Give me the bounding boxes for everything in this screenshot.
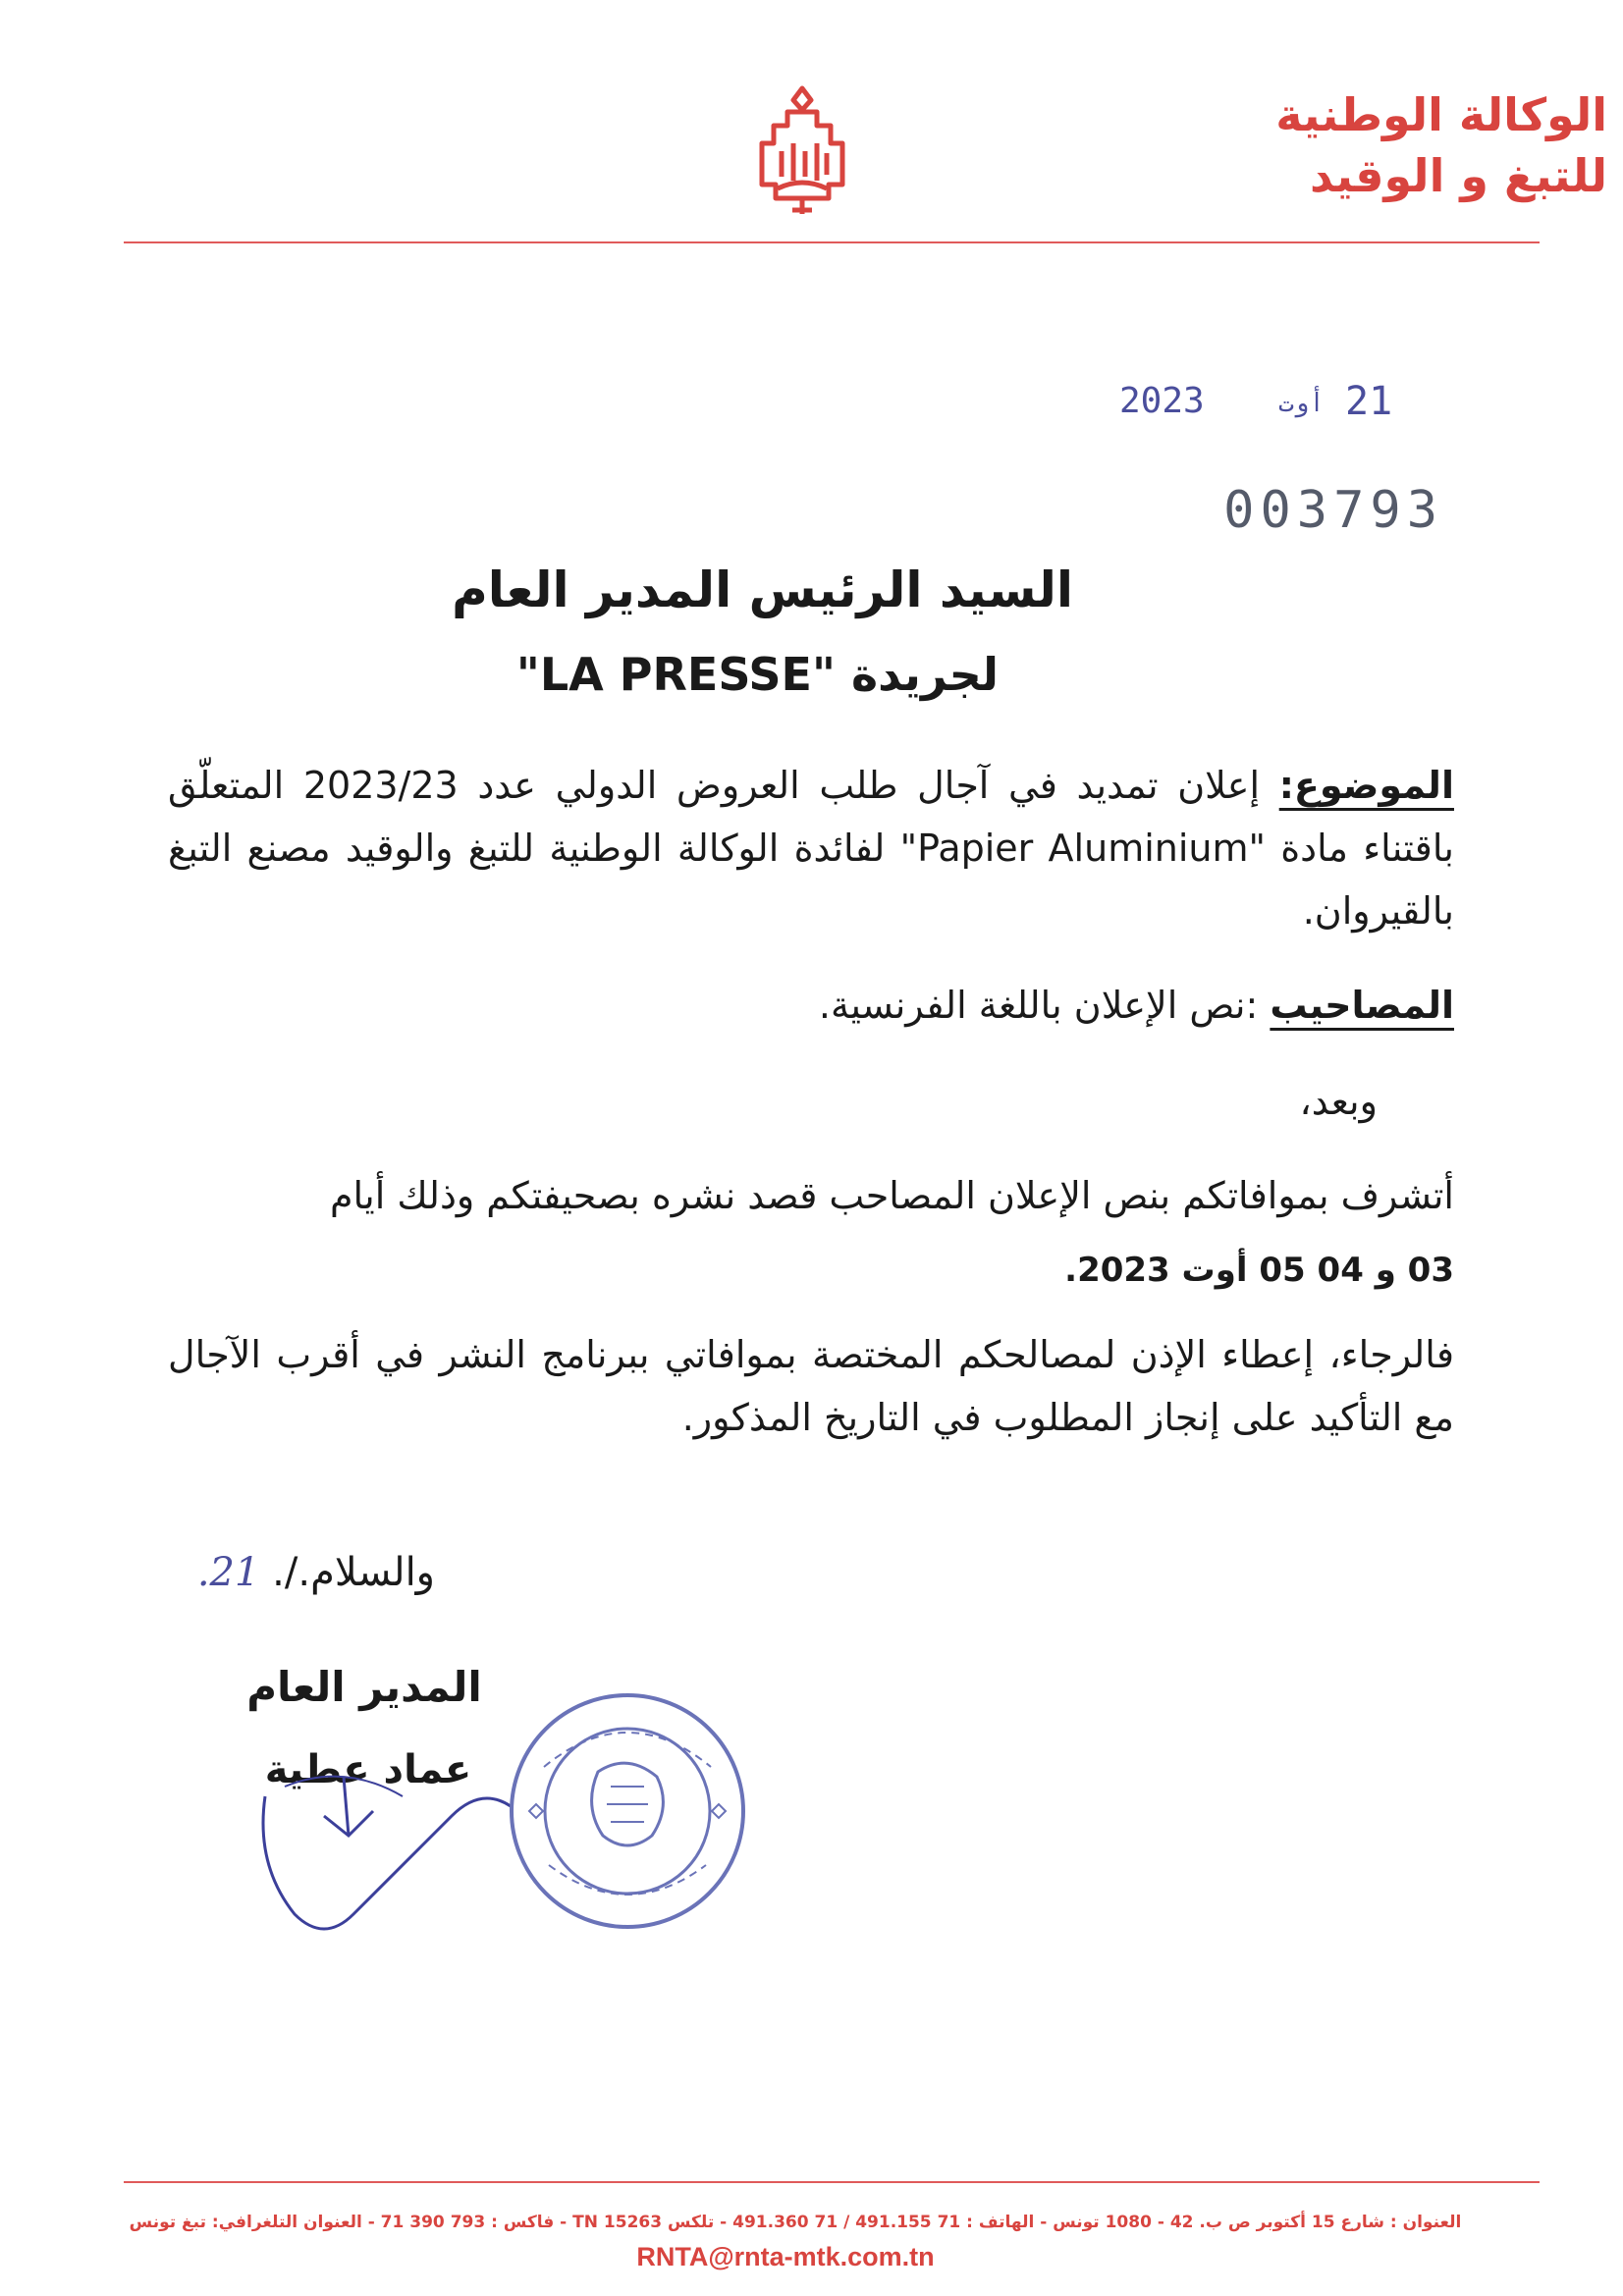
enclosure-paragraph (168, 974, 1454, 1037)
agency-calligraphy-logo-icon (748, 82, 856, 220)
date-month: أوت (1278, 389, 1325, 418)
handwritten-annotation: 21. (196, 1550, 260, 1595)
footer-email: RNTA@rnta-mtk.com.tn (636, 2242, 935, 2271)
signatory-name: عماد عطية (264, 1747, 472, 1792)
organization-name-line2: للتبغ و الوقيد (1310, 149, 1607, 202)
signatory-title: المدير العام (246, 1663, 482, 1711)
greeting: وبعد، (1299, 1080, 1378, 1123)
subject-label: الموضوع: (1278, 764, 1454, 807)
footer-address: العنوان : شارع 15 أكتوبر ص ب. 42 - 1080 تونس - الهاتف : 71 491.155 / 71 491.360 - تلكس 15263 TN - فاكس : 793 390 71 - العنوان التلغرافي: تبغ تونس (129, 2213, 1462, 2232)
subject-paragraph (168, 754, 1454, 942)
body-paragraph-1: أتشرف بموافاتكم بنص الإعلان المصاحب قصد نشره بصحيفتكم وذلك أيام (330, 1174, 1454, 1217)
date-year: 2023 (1119, 381, 1205, 421)
enclosure-text: :نص الإعلان باللغة الفرنسية. (818, 984, 1259, 1027)
handwritten-signature-icon (255, 1757, 530, 1953)
official-seal-icon (505, 1688, 750, 1934)
addressee-newspaper: لجريدة "LA PRESSE" (515, 648, 999, 701)
addressee-title: السيد الرئيس المدير العام (452, 561, 1073, 618)
organization-name (1057, 84, 1607, 206)
publication-dates: 03 و 04 05 أوت 2023. (1064, 1251, 1454, 1290)
body-paragraph-2: فالرجاء، إعطاء الإذن لمصالحكم المختصة بموافاتي ببرنامج النشر في أقرب الآجال مع التأكيد على إنجاز المطلوب في التاريخ المذكور. (168, 1333, 1454, 1439)
date-stamp (1119, 379, 1424, 428)
header-divider (124, 241, 1540, 243)
enclosure-label: المصاحيب (1270, 984, 1454, 1027)
organization-name-line1: الوكالة الوطنية (1275, 88, 1607, 141)
footer-divider (124, 2181, 1540, 2183)
closing-text: والسلام./. (272, 1550, 435, 1595)
subject-text: إعلان تمديد في آجال طلب العروض الدولي عدد 2023/23 المتعلّق باقتناء مادة "Papier Aluminium" لفائدة الوكالة الوطنية للتبغ والوقيد مصنع التبغ بالقيروان. (168, 764, 1454, 933)
closing (42, 1541, 435, 1604)
date-day: 21 (1345, 379, 1393, 424)
reference-number: 003793 (1223, 481, 1443, 540)
